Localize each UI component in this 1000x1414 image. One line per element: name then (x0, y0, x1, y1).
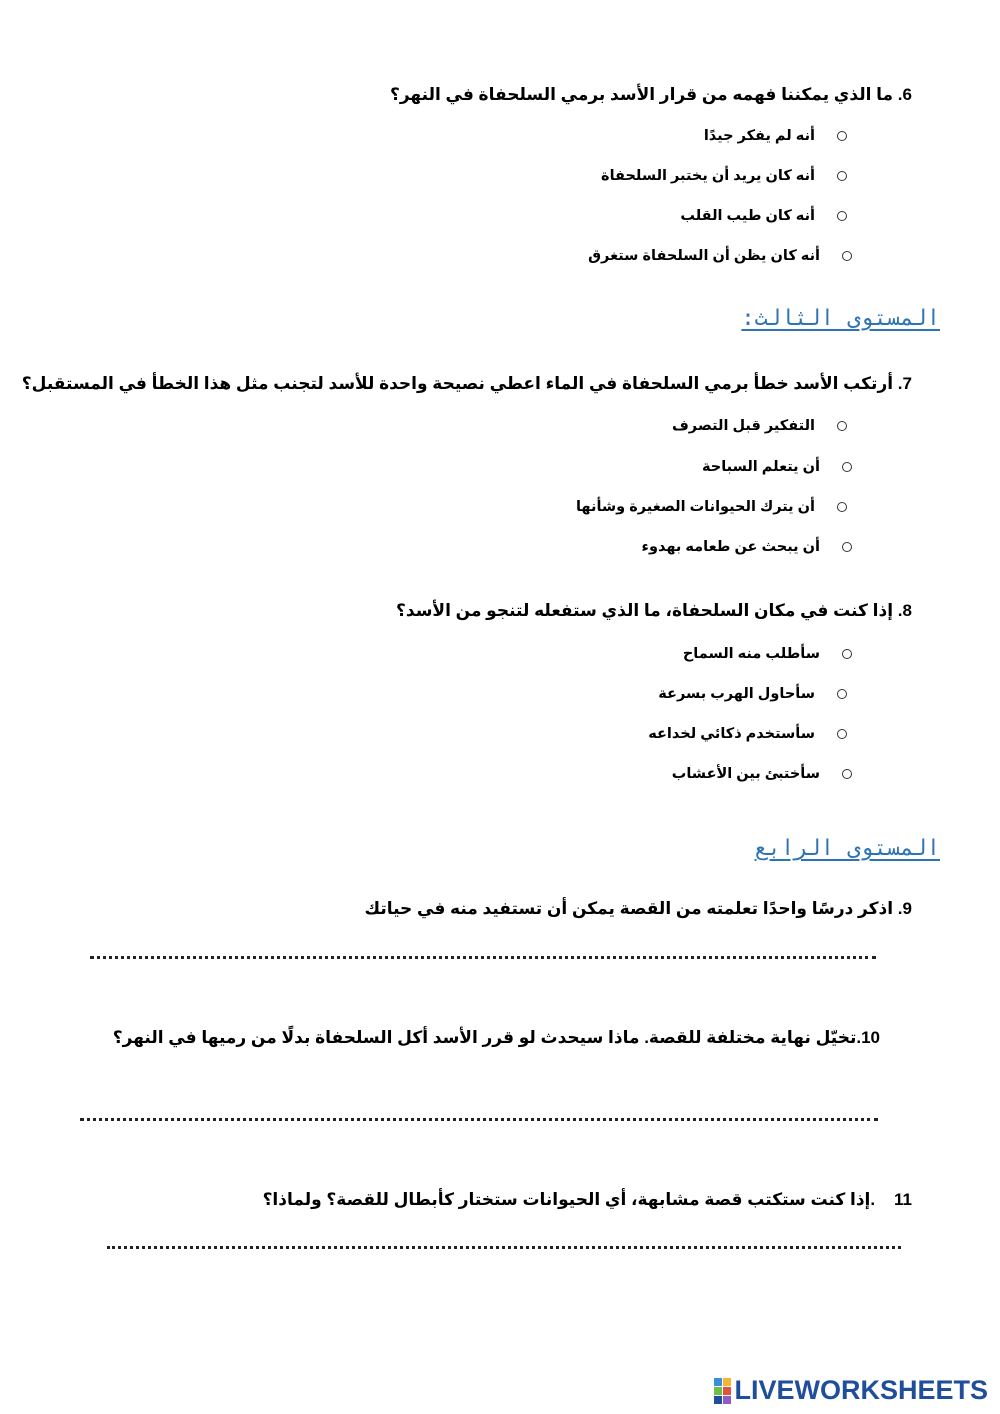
question-7-option-1[interactable] (672, 418, 815, 434)
option-label: أنه كان يريد أن يختبر السلحفاة (601, 168, 815, 184)
option-label: أنه كان يظن أن السلحفاة ستغرق (588, 248, 820, 264)
radio-bullet-icon[interactable] (842, 649, 852, 659)
question-6-text: ما الذي يمكننا فهمه من قرار الأسد برمي السلحفاة في النهر؟ (389, 85, 894, 104)
question-8-text: إذا كنت في مكان السلحفاة، ما الذي ستفعله لتنجو من الأسد؟ (396, 601, 894, 620)
question-10-text: تخيّل نهاية مختلفة للقصة. ماذا سيحدث لو قرر الأسد أكل السلحفاة بدلًا من رميها في النهر؟ (112, 1028, 857, 1047)
radio-bullet-icon[interactable] (837, 171, 847, 181)
radio-bullet-icon[interactable] (837, 131, 847, 141)
question-8-option-3[interactable] (648, 726, 815, 742)
radio-bullet-icon[interactable] (837, 421, 847, 431)
radio-bullet-icon[interactable] (837, 689, 847, 699)
question-8 (396, 601, 912, 621)
question-7-option-3[interactable] (576, 499, 815, 515)
answer-line-question-10[interactable] (80, 1118, 878, 1121)
option-label: أنه لم يفكر جيدًا (703, 128, 815, 144)
radio-bullet-icon[interactable] (837, 211, 847, 221)
level-three-heading: المستوى الثالث: (741, 306, 940, 331)
option-label: سأطلب منه السماح (682, 646, 820, 662)
option-label: سأختبئ بين الأعشاب (671, 766, 820, 782)
liveworksheets-logo-icon (714, 1378, 731, 1404)
option-label: أنه كان طيب القلب (680, 208, 815, 224)
question-6-number: 6. (897, 85, 912, 104)
question-6-option-4[interactable] (588, 248, 820, 264)
question-9-text: اذكر درسًا واحدًا تعلمته من القصة يمكن أن تستفيد منه في حياتك (364, 899, 894, 918)
radio-bullet-icon[interactable] (837, 502, 847, 512)
question-6-option-3[interactable] (680, 208, 815, 224)
radio-bullet-icon[interactable] (842, 542, 852, 552)
radio-bullet-icon[interactable] (842, 769, 852, 779)
level-four-heading: المستوى الرابع (754, 836, 940, 861)
question-9-number: 9. (897, 899, 912, 918)
question-6-option-2[interactable] (601, 168, 815, 184)
question-8-number: 8. (897, 601, 912, 620)
option-label: أن يتعلم السباحة (701, 459, 820, 475)
question-11-text: .إذا كنت ستكتب قصة مشابهة، أي الحيوانات ستختار كأبطال للقصة؟ ولماذا؟ (262, 1190, 876, 1209)
radio-bullet-icon[interactable] (837, 729, 847, 739)
question-8-option-4[interactable] (672, 766, 820, 782)
liveworksheets-logo-text: LIVEWORKSHEETS (734, 1375, 988, 1405)
question-7-option-2[interactable] (702, 459, 820, 475)
answer-line-question-11[interactable] (107, 1246, 901, 1249)
question-6 (390, 85, 912, 105)
question-10-number: 10. (856, 1028, 880, 1047)
question-8-option-1[interactable] (683, 646, 820, 662)
question-9 (364, 899, 912, 919)
question-8-option-2[interactable] (658, 686, 815, 702)
option-label: أن يبحث عن طعامه بهدوء (641, 539, 820, 555)
question-10 (113, 1028, 880, 1048)
question-7-text: أرتكب الأسد خطأ برمي السلحفاة في الماء اعطي نصيحة واحدة للأسد لتجنب مثل هذا الخطأ في المستقبل؟ (21, 374, 894, 393)
question-11-number: 11 (894, 1190, 912, 1209)
option-label: أن يترك الحيوانات الصغيرة وشأنها (575, 499, 815, 515)
question-7-option-4[interactable] (642, 539, 820, 555)
liveworksheets-logo (714, 1375, 988, 1406)
radio-bullet-icon[interactable] (842, 462, 852, 472)
radio-bullet-icon[interactable] (842, 251, 852, 261)
question-7 (22, 374, 912, 394)
question-11 (263, 1190, 912, 1210)
option-label: سأستخدم ذكائي لخداعه (648, 726, 815, 742)
question-6-option-1[interactable] (704, 128, 815, 144)
answer-line-question-9[interactable] (90, 956, 876, 959)
option-label: سأحاول الهرب بسرعة (658, 686, 815, 702)
option-label: التفكير قبل التصرف (671, 418, 815, 434)
question-7-number: 7. (897, 374, 912, 393)
